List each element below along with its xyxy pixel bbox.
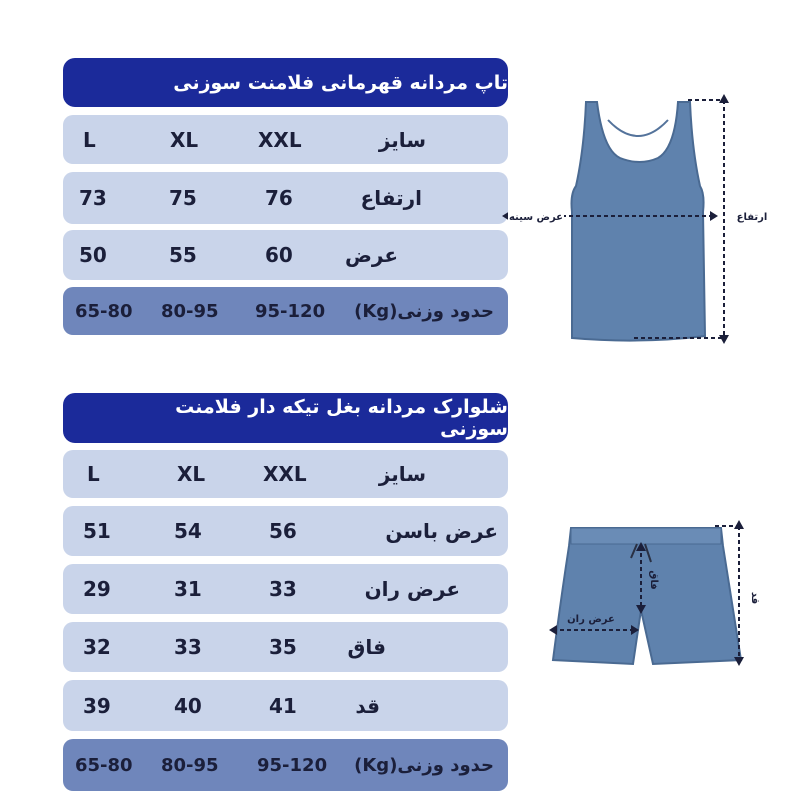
tank-size-header-row <box>63 115 508 164</box>
shorts-thigh-row <box>63 564 508 614</box>
weight-label: حدود وزنی(Kg) <box>354 754 494 776</box>
shorts-length-label: قد <box>749 591 760 605</box>
row-label: عرض باسن <box>385 519 498 543</box>
value-L: 39 <box>83 693 111 718</box>
tank-weight-row <box>63 287 508 335</box>
tank-title-text: تاپ مردانه قهرمانی فلامنت سوزنی <box>173 71 508 94</box>
size-L: L <box>83 127 96 152</box>
row-label: قد <box>355 693 380 718</box>
weight-XXL: 95-120 <box>257 754 328 776</box>
value-XL: 33 <box>174 635 202 659</box>
tank-width-row <box>63 230 508 280</box>
value-L: 32 <box>83 635 111 659</box>
shorts-table-title <box>63 393 508 443</box>
value-XL: 54 <box>174 519 202 543</box>
row-label: فاق <box>347 635 386 659</box>
row-label: ارتفاع <box>360 186 422 210</box>
tank-height-label: ارتفاع <box>736 212 768 223</box>
shorts-rise-row <box>63 622 508 672</box>
shorts-title-text: شلوارک مردانه بغل تیکه دار فلامنت سوزنی <box>175 396 508 440</box>
weight-L: 65-80 <box>75 754 133 776</box>
value-L: 51 <box>83 519 111 543</box>
value-XXL: 76 <box>265 186 293 210</box>
weight-L: 65-80 <box>75 300 133 322</box>
value-XXL: 35 <box>269 635 297 659</box>
shorts-length-row <box>63 680 508 731</box>
tank-table-title <box>63 58 508 107</box>
size-XL: XL <box>170 127 199 152</box>
size-XXL: XXL <box>258 127 302 152</box>
tank-chest-label: عرض سینه <box>508 212 564 223</box>
value-XL: 55 <box>169 243 197 267</box>
tank-top-diagram <box>500 90 770 350</box>
tank-height-row <box>63 172 508 224</box>
value-XL: 75 <box>169 186 197 210</box>
value-L: 29 <box>83 577 111 601</box>
tank-top-shape <box>572 102 706 341</box>
weight-label: حدود وزنی(Kg) <box>354 300 494 322</box>
value-L: 73 <box>79 186 107 210</box>
value-XXL: 60 <box>265 243 293 267</box>
weight-XL: 80-95 <box>161 300 219 322</box>
value-L: 50 <box>79 243 107 267</box>
size-XXL: XXL <box>263 462 307 486</box>
size-L: L <box>87 462 100 486</box>
shorts-weight-row <box>63 739 508 791</box>
shorts-size-header-row <box>63 450 508 498</box>
weight-XXL: 95-120 <box>255 300 326 322</box>
weight-XL: 80-95 <box>161 754 219 776</box>
value-XXL: 41 <box>269 693 297 718</box>
shorts-diagram <box>545 518 765 678</box>
shorts-hip-row <box>63 506 508 556</box>
row-label: عرض <box>344 243 398 267</box>
shorts-rise-label: فاق <box>648 570 659 590</box>
size-XL: XL <box>177 462 206 486</box>
size-label: سایز <box>378 462 426 486</box>
shorts-thigh-label: عرض ران <box>567 614 615 625</box>
row-label: عرض ران <box>364 577 460 601</box>
value-XXL: 33 <box>269 577 297 601</box>
value-XL: 31 <box>174 577 202 601</box>
size-label: سایز <box>378 127 426 152</box>
value-XXL: 56 <box>269 519 297 543</box>
value-XL: 40 <box>174 693 202 718</box>
